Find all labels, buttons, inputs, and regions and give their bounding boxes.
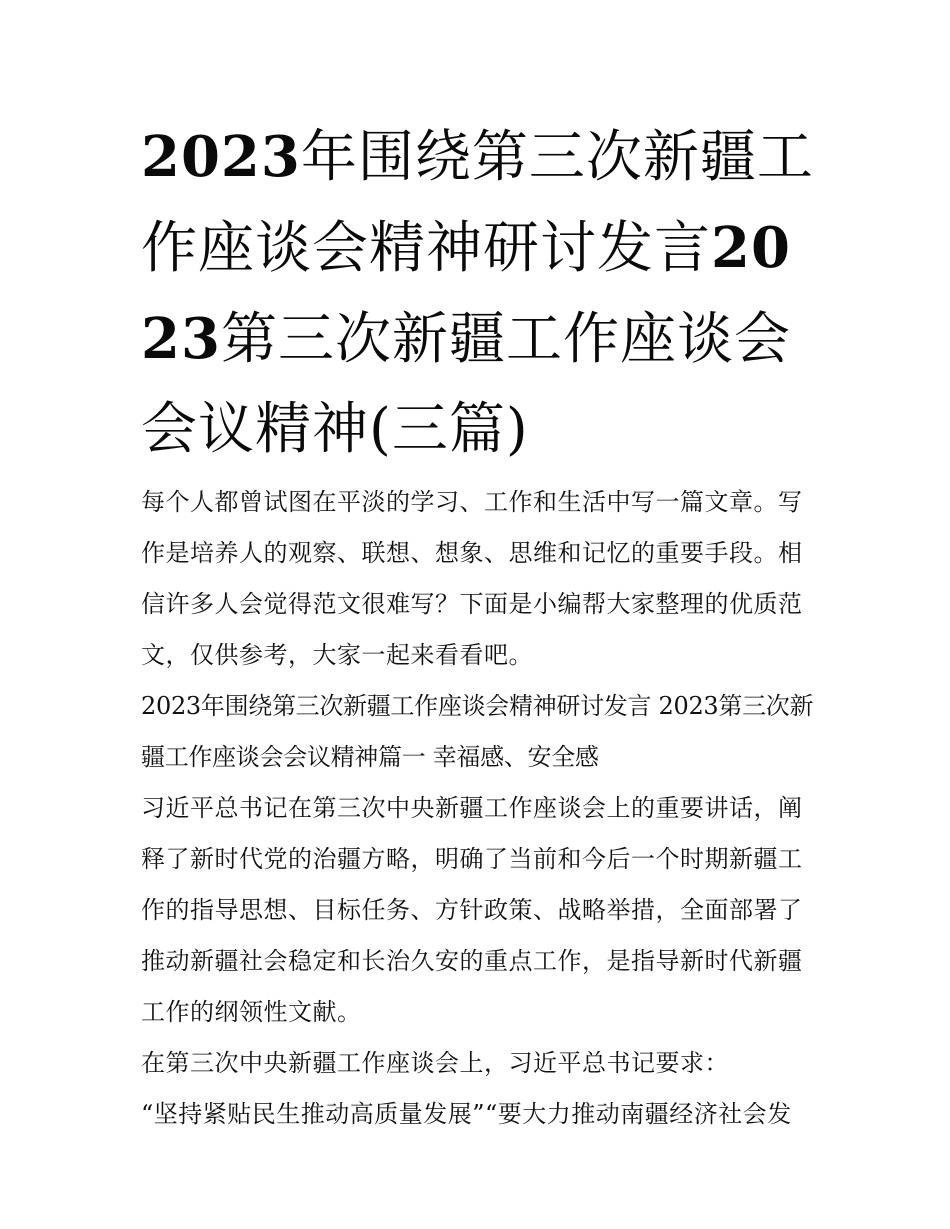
section-heading: 2023年围绕第三次新疆工作座谈会精神研讨发言 2023第三次新疆工作座谈会会议精神篇一 幸福感、安全感 bbox=[141, 692, 814, 771]
document-title bbox=[141, 112, 816, 475]
document-page bbox=[141, 112, 816, 1140]
body-paragraph: 习近平总书记在第三次中央新疆工作座谈会上的重要讲话，阐释了新时代党的治疆方略，明确了当前和今后一个时期新疆工作的指导思想、目标任务、方针政策、战略举措，全面部署了推动新疆社会稳定和长治久安的重点工作，是指导新时代新疆工作的纲领性文献。 bbox=[141, 794, 803, 1026]
intro-paragraph: 每个人都曾试图在平淡的学习、工作和生活中写一篇文章。写作是培养人的观察、联想、想象、思维和记忆的重要手段。相信许多人会觉得范文很难写？下面是小编帮大家整理的优质范文，仅供参考，大家一起来看看吧。 bbox=[141, 488, 803, 669]
title-text: 年围绕第三次新疆工作座谈会精神研讨发言 bbox=[141, 125, 814, 281]
title-year: 2023 bbox=[141, 215, 791, 372]
title-text: 第三次新疆工作座谈会会议精神(三篇) bbox=[141, 307, 791, 462]
body-paragraph: 在第三次中央新疆工作座谈会上，习近平总书记要求： bbox=[141, 1049, 729, 1077]
title-year: 2023 bbox=[141, 124, 301, 190]
body-paragraph: “坚持紧贴民生推动高质量发展”“要大力推动南疆经济社会发 bbox=[141, 1100, 792, 1128]
